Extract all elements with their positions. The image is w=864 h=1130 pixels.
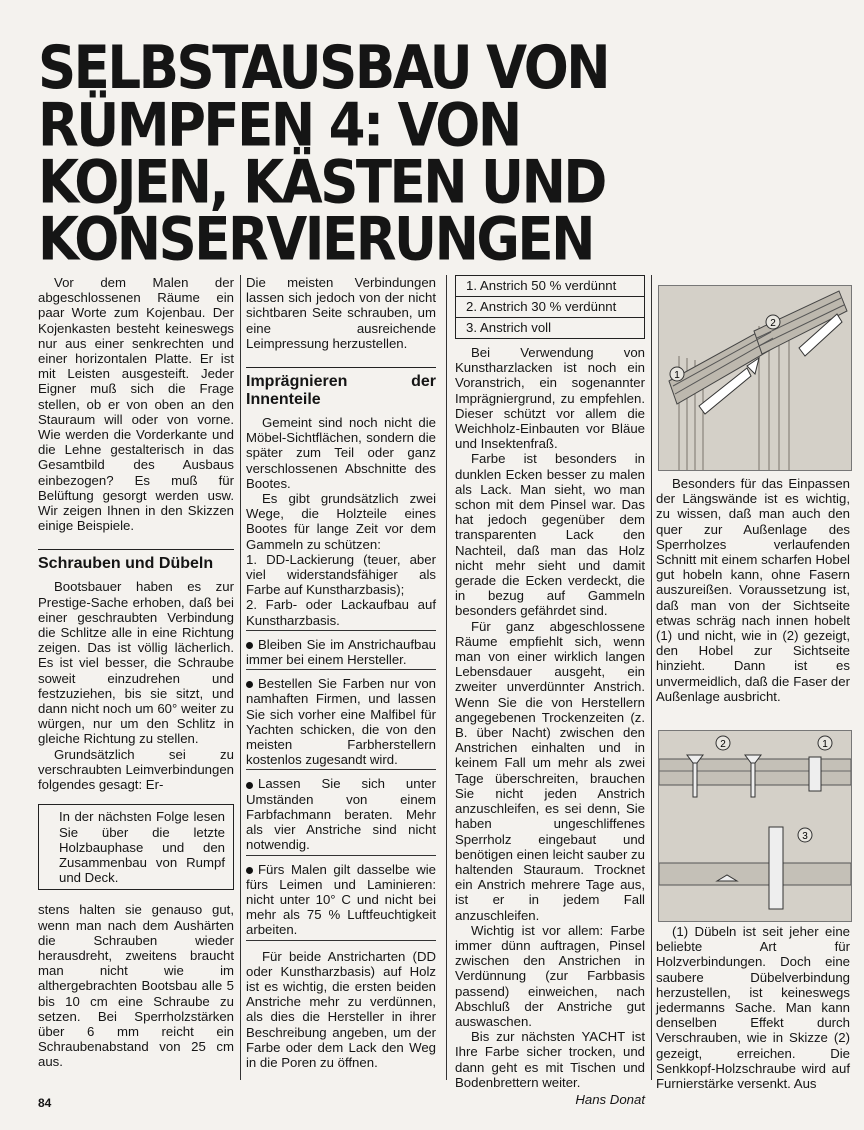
column-2	[246, 275, 436, 1070]
intro-paragraph: Vor dem Malen der abgeschlossenen Räume ein paar Worte zum Kojenbau. Der Kojenkasten besteht keineswegs nur aus einer senkrechten und einer horizontalen Platte. Er ist mit Leisten ausgesteift. Jeder Eigner muß sich die Frage stellen, ob er von oben an den Stauraum will oder von vorne. Wie werden die Vorderkante und die Lehne gestalterisch in das Gesamtbild des Ausbaus einbezogen? Es muß für Belüftung gesorgt werden usw. Wir zeigen Ihnen in den Skizzen einige Beispiele.	[38, 275, 234, 534]
paragraph: stens halten sie genauso gut, wenn man nach dem Aushärten die Schrauben wieder herausdreht, zweitens braucht man nicht wie im althergebrachten Bootsbau alle 5 bis 10 cm eine Schraube zu setzen. Bei Sperrholzstärken über 6 mm reicht ein Schraubenabstand von 25 cm aus.	[38, 902, 234, 1070]
table-cell: 1. Anstrich 50 % verdünnt	[456, 276, 645, 297]
column-1	[38, 275, 234, 1070]
figure-label: 1	[822, 739, 828, 750]
bullet-icon	[246, 681, 253, 688]
table-row	[456, 276, 645, 297]
bullet-text: Bleiben Sie im Anstrichaufbau immer bei einem Hersteller.	[246, 636, 436, 668]
article-title	[38, 34, 828, 275]
section-heading-schrauben: Schrauben und Dübeln	[38, 549, 234, 573]
caption-dowel	[656, 924, 850, 1091]
section-heading-impraegnieren: Imprägnieren der Innenteile	[246, 367, 436, 409]
dowel-screw-illustration	[659, 731, 851, 921]
table-row	[456, 297, 645, 318]
caption-planing	[656, 476, 850, 704]
dilution-table	[455, 275, 645, 339]
bullet-text: Fürs Malen gilt dasselbe wie fürs Leimen und Laminieren: nicht unter 10° C und nicht bei mehr als 75 % Luftfeuchtigkeit arbeiten.	[246, 861, 436, 938]
paragraph: Wichtig ist vor allem: Farbe immer dünn auftragen, Pinsel zwischen den Anstrichen in Verdünnung (zur Farbbasis passend) einweichen, nach Abschluß der Anstriche gut auswaschen.	[455, 922, 645, 1029]
bullet-item	[246, 862, 436, 941]
caption-text: Besonders für das Einpassen der Längswände ist es wichtig, zu wissen, daß man auch den quer zur Außenlage des Sperrholzes verlaufenden Schnitt mit einem scharfen Hobel gut hobeln kann, ohne Fasern auszureißen. Voraussetzung ist, daß man von der Sichtseite etwas schräg nach innen hobelt (1) und nicht, wie in (2) gezeigt, den Hobel zur Sichtseite hinzieht. Dann ist es unvermeidlich, daß die Faser der Außenlage ausbricht.	[656, 476, 850, 704]
table-cell: 2. Anstrich 30 % verdünnt	[456, 297, 645, 318]
figure-label: 2	[720, 739, 726, 750]
title-line: RÜMPFEN 4: VON	[38, 91, 520, 160]
column-3	[455, 275, 645, 1107]
paragraph: Bootsbauer haben es zur Prestige-Sache erhoben, daß bei einer geschraubten Verbindung die Schlitze alle in eine Richtung zeigen. Das ist völlig lächerlich. Es ist viel besser, die Schraube soweit einzudrehen und festzuziehen, bis sie sitzt, und dann nicht noch um 60° weiter zu würgen, nur um den Schlitz in gleiche Richtung zu stellen.	[38, 579, 234, 747]
paragraph: Farbe ist besonders in dunklen Ecken besser zu malen als Lack. Man sieht, wo man schon mit dem Pinsel war. Das hat jedoch gegenüber dem transparenten Lack den Nachteil, daß man das Holz nicht mehr sieht und damit gerade die Ecken verdeckt, die in bezug auf Gammeln besonders gefährdet sind.	[455, 451, 645, 619]
paragraph: Die meisten Verbindungen lassen sich jedoch von der nicht sichtbaren Seite schrauben, um eine ausreichende Leimpressung herzustellen.	[246, 275, 436, 351]
bullet-text: Lassen Sie sich unter Umständen von einem Farbfachmann beraten. Mehr als vier Anstriche sind nicht notwendig.	[246, 776, 436, 853]
bullet-item	[246, 637, 436, 670]
list-item: 1. DD-Lackierung (teuer, aber viel widerstandsfähiger als Farbe auf Kunstharzbasis);	[246, 551, 436, 598]
table-row	[456, 318, 645, 339]
title-line: KOJEN, KÄSTEN UND	[38, 148, 605, 217]
paragraph: Für beide Anstricharten (DD oder Kunstharzbasis) auf Holz ist es wichtig, die ersten beiden Anstriche mehr zu verdünnen, als dies die Hersteller in ihrer Beschreibung angeben, um der Farbe oder dem Lack den Weg in die Poren zu öffnen.	[246, 948, 436, 1070]
title-line: SELBSTAUSBAU VON	[38, 34, 609, 103]
table-cell: 3. Anstrich voll	[456, 318, 645, 339]
figure-label: 2	[770, 318, 776, 329]
column-divider	[240, 275, 241, 1080]
planing-sketch-illustration	[659, 286, 851, 470]
title-line: KONSERVIERUNGEN	[38, 205, 593, 275]
list-item: 2. Farb- oder Lackaufbau auf Kunstharzbasis.	[246, 597, 436, 630]
author: Hans Donat	[575, 1091, 645, 1107]
bullet-icon	[246, 642, 253, 649]
next-issue-box: In der nächsten Folge lesen Sie über die letzte Holzbauphase und den Zusammenbau von Rumpf und Deck.	[38, 804, 234, 890]
bullet-item	[246, 776, 436, 855]
bullet-item	[246, 676, 436, 770]
figure-planing-sketch	[658, 285, 852, 471]
paragraph: Bei Verwendung von Kunstharzlacken ist noch ein Voranstrich, ein sogenannter Imprägniergrund, zu empfehlen. Dieser schützt vor allem die Weichholz-Einbauten vor Bläue und Insektenfraß.	[455, 345, 645, 452]
figure-dowel-screw-sketch	[658, 730, 852, 922]
bullet-icon	[246, 782, 253, 789]
column-divider	[446, 275, 447, 1080]
column-divider	[651, 275, 652, 1080]
paragraph: Gemeint sind noch nicht die Möbel-Sichtflächen, sondern die später zum Teil oder ganz verschlossenen Abschnitte des Bootes.	[246, 415, 436, 491]
figure-label: 1	[674, 370, 680, 381]
paragraph: Bis zur nächsten YACHT ist Ihre Farbe sicher trocken, und dann geht es mit Tischen und Bodenbrettern weiter.	[455, 1029, 645, 1090]
paragraph: Grundsätzlich sei zu verschraubten Leimverbindungen folgendes gesagt: Er-	[38, 746, 234, 793]
paragraph: Es gibt grundsätzlich zwei Wege, die Holzteile eines Bootes für lange Zeit vor dem Gammeln zu schützen:	[246, 491, 436, 552]
caption-text: (1) Dübeln ist seit jeher eine beliebte Art für Holzverbindungen. Doch eine saubere Dübelverbindung herzustellen, ist keineswegs jedermanns Sache. Man kann denselben Effekt durch Verschrauben, wie in Skizze (2) gezeigt, erreichen. Die Senkkopf-Holzschraube wird auf Furnierstärke versenkt. Aus	[656, 924, 850, 1092]
paragraph: Für ganz abgeschlossene Räume empfiehlt sich, wenn man von einer wirklich langen Lebensdauer ausgeht, ein zweiter unverdünnter Anstrich. Wenn Sie die von Herstellern angegebenen Trockenzeiten (z. B. über Nacht) zwischen den Anstrichen einhalten und in keinem Fall um mehr als zwei Tage überschreiten, brauchen Sie nicht jeden Anstrich anzuschleifen, es sei denn, Sie haben ungeschliffenes Sperrholz eingebaut und benötigen einen leicht sauber zu haltenden Stauraum. Trocknet ein Anstrich mehrere Tage aus, ist er in jedem Fall anzuschleifen.	[455, 618, 645, 923]
figure-label: 3	[802, 831, 808, 842]
bullet-text: Bestellen Sie Farben nur von namhaften Firmen, und lassen Sie sich vorher eine Malfibel für Yachten schicken, die von den meisten Farbherstellern kostenlos zugesandt wird.	[246, 676, 436, 768]
bullet-icon	[246, 867, 253, 874]
page-number: 84	[38, 1096, 52, 1110]
